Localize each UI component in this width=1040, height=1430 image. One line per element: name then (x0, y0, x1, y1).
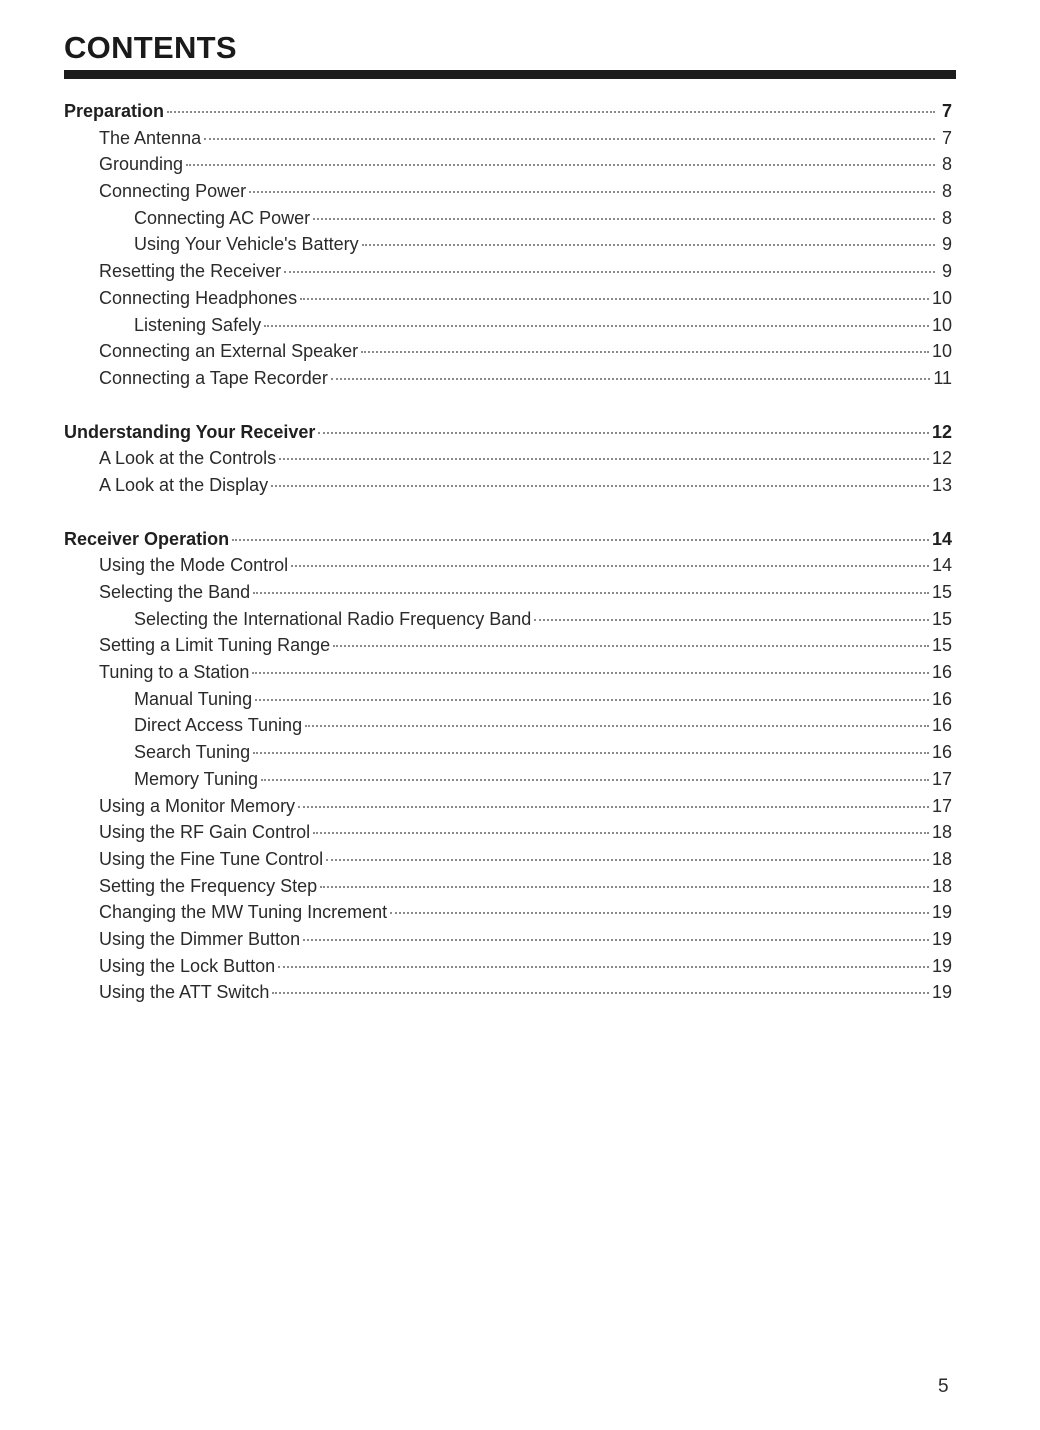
toc-entry-page: 19 (931, 955, 952, 976)
toc-entry (64, 445, 952, 472)
toc-entry-page: 18 (931, 848, 952, 869)
toc-entry-page: 16 (931, 688, 952, 709)
dot-leader (271, 485, 929, 487)
dot-leader (279, 458, 929, 460)
toc-entry (64, 632, 952, 659)
toc-entry-title: Selecting the International Radio Frequency Band (134, 608, 532, 629)
toc-entry (64, 579, 952, 606)
toc-entry-page: 16 (931, 742, 952, 763)
dot-leader (272, 992, 929, 994)
toc-entry-page: 18 (931, 822, 952, 843)
toc-entry-title: Using the Fine Tune Control (99, 848, 324, 869)
toc-entry-title: Using the ATT Switch (99, 982, 270, 1003)
toc-entry (64, 953, 952, 980)
toc-entry (64, 686, 952, 713)
toc-section-heading (64, 526, 952, 553)
toc-entry (64, 365, 952, 392)
toc-entry-title: Direct Access Tuning (134, 715, 303, 736)
toc-section (64, 526, 952, 1006)
toc-entry-page: 14 (931, 528, 952, 549)
dot-leader (534, 619, 929, 621)
toc-entry (64, 312, 952, 339)
toc-entry-page: 8 (941, 207, 952, 228)
dot-leader (300, 298, 929, 300)
toc-entry-page: 7 (941, 127, 952, 148)
toc-entry-title: Connecting Power (99, 181, 247, 202)
toc-entry-page: 9 (941, 234, 952, 255)
toc-entry (64, 472, 952, 499)
title-rule (64, 70, 956, 79)
toc-entry-title: Search Tuning (134, 742, 251, 763)
dot-leader (253, 752, 929, 754)
toc-entry (64, 739, 952, 766)
toc-entry (64, 926, 952, 953)
dot-leader (298, 806, 929, 808)
toc-entry-title: Memory Tuning (134, 768, 259, 789)
toc-section-heading (64, 419, 952, 446)
toc-entry-title: Selecting the Band (99, 582, 251, 602)
toc-entry-page: 13 (931, 474, 952, 495)
toc-entry-page: 17 (931, 768, 952, 789)
dot-leader (264, 325, 929, 327)
dot-leader (186, 164, 935, 166)
toc-entry-page: 7 (941, 101, 952, 121)
toc-entry (64, 793, 952, 820)
toc-entry-page: 15 (931, 635, 952, 656)
dot-leader (253, 592, 929, 594)
toc-entry-page: 8 (941, 181, 952, 202)
toc-entry-page: 16 (931, 662, 952, 683)
toc-entry-title: Changing the MW Tuning Increment (99, 902, 388, 923)
toc-entry-title: Using the Lock Button (99, 955, 276, 976)
toc-entry (64, 151, 952, 178)
toc-entry (64, 285, 952, 312)
toc-entry-page: 15 (931, 608, 952, 629)
dot-leader (320, 886, 929, 888)
dot-leader (305, 725, 929, 727)
toc-entry-page: 15 (931, 582, 952, 602)
toc-entry-page: 10 (931, 314, 952, 335)
toc-entry-title: Grounding (99, 154, 184, 175)
toc-entry-title: Understanding Your Receiver (64, 421, 316, 442)
dot-leader (291, 565, 929, 567)
page-number: 5 (938, 1376, 949, 1397)
toc-entry-page: 10 (931, 341, 952, 362)
toc-entry-page: 14 (931, 555, 952, 576)
toc-entry-title: The Antenna (99, 127, 202, 148)
dot-leader (232, 539, 929, 541)
toc-entry-title: A Look at the Display (99, 474, 269, 495)
toc-entry (64, 766, 952, 793)
toc-entry (64, 231, 952, 258)
page-title: CONTENTS (64, 30, 237, 65)
toc-entry (64, 178, 952, 205)
toc-entry-page: 19 (931, 902, 952, 923)
toc-entry-title: Using a Monitor Memory (99, 795, 296, 816)
toc-entry (64, 606, 952, 633)
toc-entry (64, 552, 952, 579)
toc-entry-title: Using the Dimmer Button (99, 928, 301, 949)
table-of-contents (64, 98, 952, 1033)
dot-leader (390, 912, 929, 914)
toc-entry-page: 19 (931, 928, 952, 949)
dot-leader (252, 672, 929, 674)
toc-entry-page: 17 (931, 795, 952, 816)
dot-leader (333, 645, 929, 647)
toc-entry-title: Tuning to a Station (99, 662, 250, 683)
dot-leader (167, 111, 935, 113)
dot-leader (284, 271, 935, 273)
dot-leader (318, 432, 929, 434)
toc-entry-title: Receiver Operation (64, 528, 230, 549)
toc-entry-title: Listening Safely (134, 314, 262, 335)
toc-entry (64, 205, 952, 232)
toc-entry (64, 659, 952, 686)
toc-entry-page: 10 (931, 287, 952, 308)
dot-leader (362, 244, 935, 246)
dot-leader (204, 138, 935, 140)
toc-entry-title: A Look at the Controls (99, 448, 277, 469)
toc-section (64, 98, 952, 392)
toc-entry-title: Setting the Frequency Step (99, 875, 318, 896)
toc-entry-page: 18 (931, 875, 952, 896)
dot-leader (331, 378, 930, 380)
toc-entry-title: Using Your Vehicle's Battery (134, 234, 359, 255)
dot-leader (361, 351, 929, 353)
toc-entry-title: Using the Mode Control (99, 555, 289, 576)
toc-entry (64, 125, 952, 152)
toc-entry-title: Connecting a Tape Recorder (99, 367, 328, 388)
toc-entry-page: 12 (931, 448, 952, 469)
dot-leader (278, 966, 929, 968)
toc-entry (64, 712, 952, 739)
toc-entry-page: 16 (931, 715, 952, 736)
toc-entry-title: Resetting the Receiver (99, 261, 282, 282)
toc-entry-title: Connecting AC Power (134, 207, 311, 228)
dot-leader (261, 779, 929, 781)
toc-entry (64, 899, 952, 926)
toc-entry-page: 9 (941, 261, 952, 282)
dot-leader (303, 939, 929, 941)
toc-entry-title: Using the RF Gain Control (99, 822, 311, 843)
toc-entry-title: Setting a Limit Tuning Range (99, 635, 331, 656)
toc-entry-page: 8 (941, 154, 952, 175)
toc-entry (64, 979, 952, 1006)
toc-entry (64, 338, 952, 365)
toc-entry-page: 19 (931, 982, 952, 1003)
toc-section-heading (64, 98, 952, 125)
dot-leader (255, 699, 929, 701)
toc-entry (64, 846, 952, 873)
dot-leader (313, 218, 935, 220)
toc-section (64, 419, 952, 499)
toc-entry-title: Preparation (64, 101, 165, 121)
toc-entry-page: 12 (931, 421, 952, 442)
dot-leader (326, 859, 929, 861)
dot-leader (313, 832, 929, 834)
dot-leader (249, 191, 935, 193)
toc-entry-page: 11 (933, 367, 952, 388)
toc-entry (64, 258, 952, 285)
toc-entry-title: Connecting Headphones (99, 287, 298, 308)
toc-entry-title: Manual Tuning (134, 688, 253, 709)
toc-entry (64, 873, 952, 900)
toc-entry-title: Connecting an External Speaker (99, 341, 359, 362)
toc-entry (64, 819, 952, 846)
